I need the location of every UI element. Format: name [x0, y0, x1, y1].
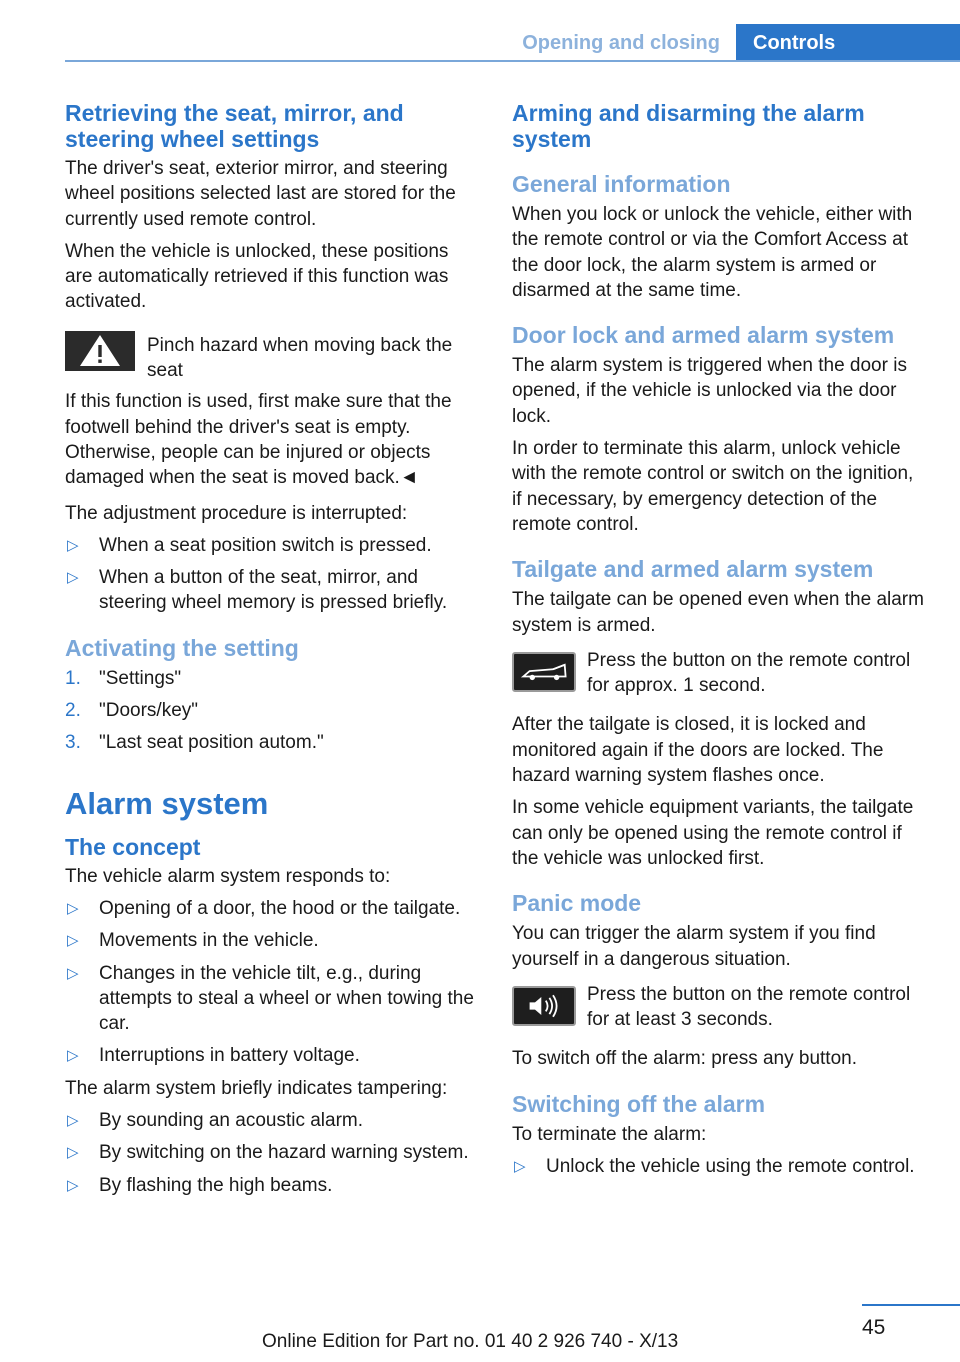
paragraph: The vehicle alarm system responds to: [65, 865, 391, 887]
footer-rule [862, 1304, 960, 1306]
heading-alarm-system: Alarm system [65, 785, 269, 821]
warning-body: If this function is used, first make sure that the footwell behind the driver's seat is empty. Otherwise, people can be injured or objects damaged when the seat is moved back.◄ [65, 391, 452, 489]
tailgate-car-icon [512, 652, 576, 692]
triangle-bullet-icon: ▷ [67, 569, 79, 587]
speaker-sound-icon [512, 986, 576, 1026]
left-column [65, 100, 481, 1205]
heading-activating-setting: Activating the setting [65, 634, 299, 661]
list-item: ▷ Movements in the vehicle. [65, 928, 481, 953]
chapter-tab: Controls [736, 24, 960, 62]
panic-button-instruction [512, 982, 928, 1033]
list-item: ▷ When a button of the seat, mirror, and steering wheel memory is pressed briefly. [67, 567, 448, 614]
triangle-bullet-icon: ▷ [67, 1144, 79, 1162]
right-column [512, 100, 928, 1186]
paragraph: Press the button on the remote control for at least 3 seconds. [587, 983, 911, 1031]
paragraph: When you lock or unlock the vehicle, either with the remote control or via the Comfort Access at the door lock, the alarm system is armed or disarmed at the same time. [512, 204, 913, 301]
heading-arming-disarming: Arming and disarming the alarm system [512, 100, 865, 152]
paragraph: The tailgate can be opened even when the alarm system is armed. [512, 589, 924, 636]
triangle-bullet-icon: ▷ [67, 536, 79, 554]
paragraph: To terminate the alarm: [512, 1123, 707, 1145]
page-header [0, 24, 960, 62]
responds-list [65, 896, 481, 1069]
paragraph: To switch off the alarm: press any button. [512, 1048, 857, 1070]
list-item: 1. "Settings" [65, 667, 182, 689]
edition-footer: Online Edition for Part no. 01 40 2 926 740 - X/13 [262, 1331, 679, 1352]
triangle-bullet-icon: ▷ [514, 1158, 526, 1176]
heading-panic-mode: Panic mode [512, 890, 642, 917]
list-item: ▷ By flashing the high beams. [65, 1173, 481, 1198]
list-item: ▷ Opening of a door, the hood or the tailgate. [65, 896, 481, 921]
warning-block [65, 329, 481, 491]
list-item: 2. "Doors/key" [65, 700, 199, 722]
section-tab: Opening and closing [522, 32, 720, 54]
paragraph: You can trigger the alarm system if you find yourself in a dangerous situation. [512, 923, 876, 970]
paragraph: Press the button on the remote control for approx. 1 second. [587, 649, 911, 697]
triangle-bullet-icon: ▷ [67, 899, 79, 917]
tamper-list [65, 1108, 481, 1198]
heading-general-information: General information [512, 171, 731, 197]
list-item: ▷ By switching on the hazard warning system. [65, 1140, 481, 1165]
paragraph: The adjustment procedure is interrupted: [65, 502, 408, 524]
interrupt-list [65, 533, 481, 616]
heading-retrieving-settings: Retrieving the seat, mirror, and steering wheel settings [65, 100, 404, 152]
warning-triangle-icon [65, 331, 135, 371]
paragraph: The driver's seat, exterior mirror, and steering wheel positions selected last are stored for the currently used remote control. [65, 158, 456, 230]
paragraph: After the tailgate is closed, it is locked and monitored again if the doors are locked. The hazard warning system flashes once. [512, 714, 884, 787]
paragraph: The alarm system briefly indicates tampering: [65, 1077, 448, 1099]
header-rule [65, 60, 960, 62]
switch-off-list [512, 1154, 928, 1179]
triangle-bullet-icon: ▷ [67, 964, 79, 982]
paragraph: In some vehicle equipment variants, the tailgate can only be opened using the remote control if the vehicle was unlocked first. [512, 797, 914, 869]
heading-switching-off-alarm: Switching off the alarm [512, 1090, 766, 1117]
list-item: ▷ Unlock the vehicle using the remote control. [512, 1154, 928, 1179]
paragraph: In order to terminate this alarm, unlock vehicle with the remote control or switch on the ignition, if necessary, by emergency detection of the remote control. [512, 438, 914, 535]
list-item: 3. "Last seat position autom." [65, 732, 324, 754]
list-item: ▷ Interruptions in battery voltage. [65, 1043, 481, 1068]
tailgate-button-instruction [512, 648, 928, 699]
heading-the-concept: The concept [65, 833, 201, 860]
list-item: ▷ When a seat position switch is pressed. [65, 533, 481, 558]
list-item: ▷ Changes in the vehicle tilt, e.g., during attempts to steal a wheel or when towing the car. [67, 962, 474, 1035]
steps-list [65, 666, 481, 756]
list-item: ▷ By sounding an acoustic alarm. [65, 1108, 481, 1133]
triangle-bullet-icon: ▷ [67, 932, 79, 950]
paragraph: The alarm system is triggered when the door is opened, if the vehicle is unlocked via the door lock. [512, 355, 907, 427]
paragraph: When the vehicle is unlocked, these positions are automatically retrieved if this function was activated. [65, 240, 449, 313]
warning-title: Pinch hazard when moving back the seat [147, 334, 453, 382]
triangle-bullet-icon: ▷ [67, 1112, 79, 1130]
triangle-bullet-icon: ▷ [67, 1176, 79, 1194]
triangle-bullet-icon: ▷ [67, 1047, 79, 1065]
heading-tailgate-alarm: Tailgate and armed alarm system [512, 556, 874, 583]
page-number: 45 [862, 1316, 886, 1339]
heading-door-lock-alarm: Door lock and armed alarm system [512, 322, 895, 349]
